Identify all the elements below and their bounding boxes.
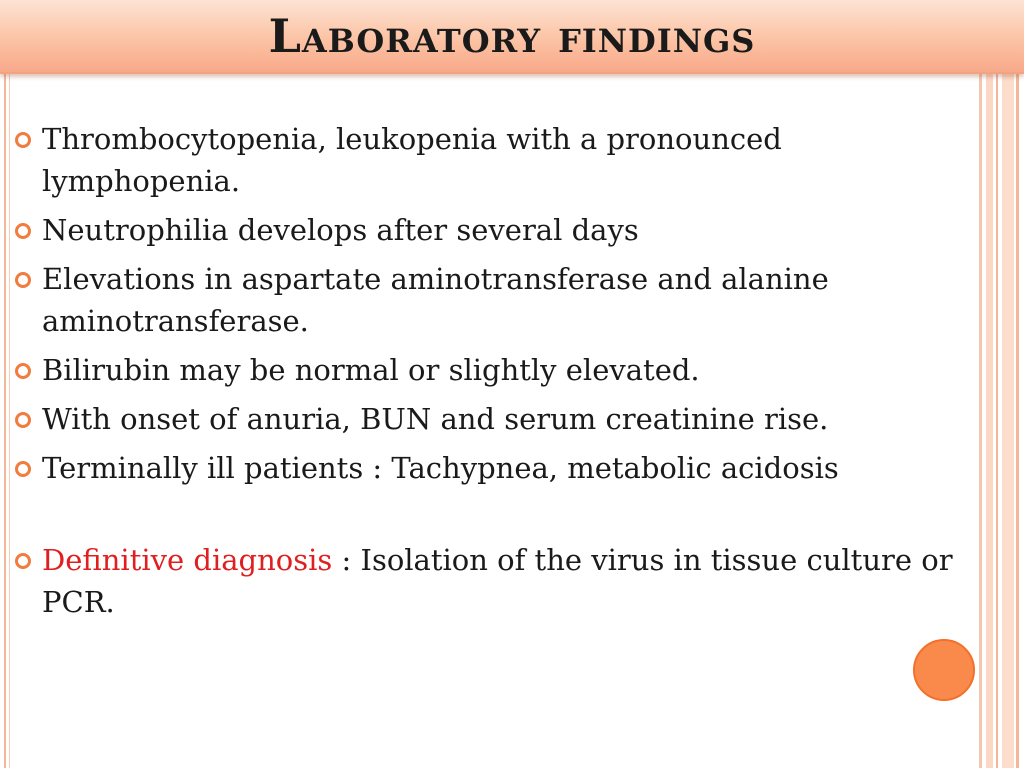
definitive-diagnosis-label: Definitive diagnosis <box>42 543 333 577</box>
right-stripe-3 <box>996 72 998 768</box>
list-item <box>14 209 984 251</box>
right-stripe-5 <box>1016 72 1019 768</box>
bullet-text: Terminally ill patients : Tachypnea, metabolic acidosis <box>42 451 839 485</box>
left-rule-inner <box>9 72 10 768</box>
list-item <box>14 118 984 202</box>
bullet-text: Thrombocytopenia, leukopenia with a pronounced lymphopenia. <box>42 122 782 198</box>
title-bar <box>0 0 1024 74</box>
bullet-circle-icon <box>15 412 31 428</box>
bullet-circle-icon <box>15 132 31 148</box>
list-item <box>14 447 984 489</box>
bullet-circle-icon <box>15 363 31 379</box>
right-stripe-4 <box>1002 72 1014 768</box>
bullet-circle-icon <box>15 553 31 569</box>
page-title: Laboratory findings <box>268 9 756 63</box>
bullet-text: Bilirubin may be normal or slightly elevated. <box>42 353 700 387</box>
bullet-circle-icon <box>15 461 31 477</box>
list-item <box>14 349 984 391</box>
bullet-text: Elevations in aspartate aminotransferase and alanine aminotransferase. <box>42 262 829 338</box>
definitive-diagnosis-text: : Isolation of the virus in tissue culture or PCR. <box>42 543 953 619</box>
left-rule-outer <box>4 72 6 768</box>
bullet-text: With onset of anuria, BUN and serum creatinine rise. <box>42 402 829 436</box>
bullet-text: Neutrophilia develops after several days <box>42 213 639 247</box>
bullet-circle-icon <box>15 272 31 288</box>
definitive-diagnosis-item <box>14 539 984 623</box>
list-item <box>14 258 984 342</box>
bullet-list <box>14 118 984 630</box>
bullet-circle-icon <box>15 223 31 239</box>
list-item <box>14 398 984 440</box>
decorative-orange-circle <box>913 639 975 701</box>
right-stripe-2 <box>986 72 993 768</box>
